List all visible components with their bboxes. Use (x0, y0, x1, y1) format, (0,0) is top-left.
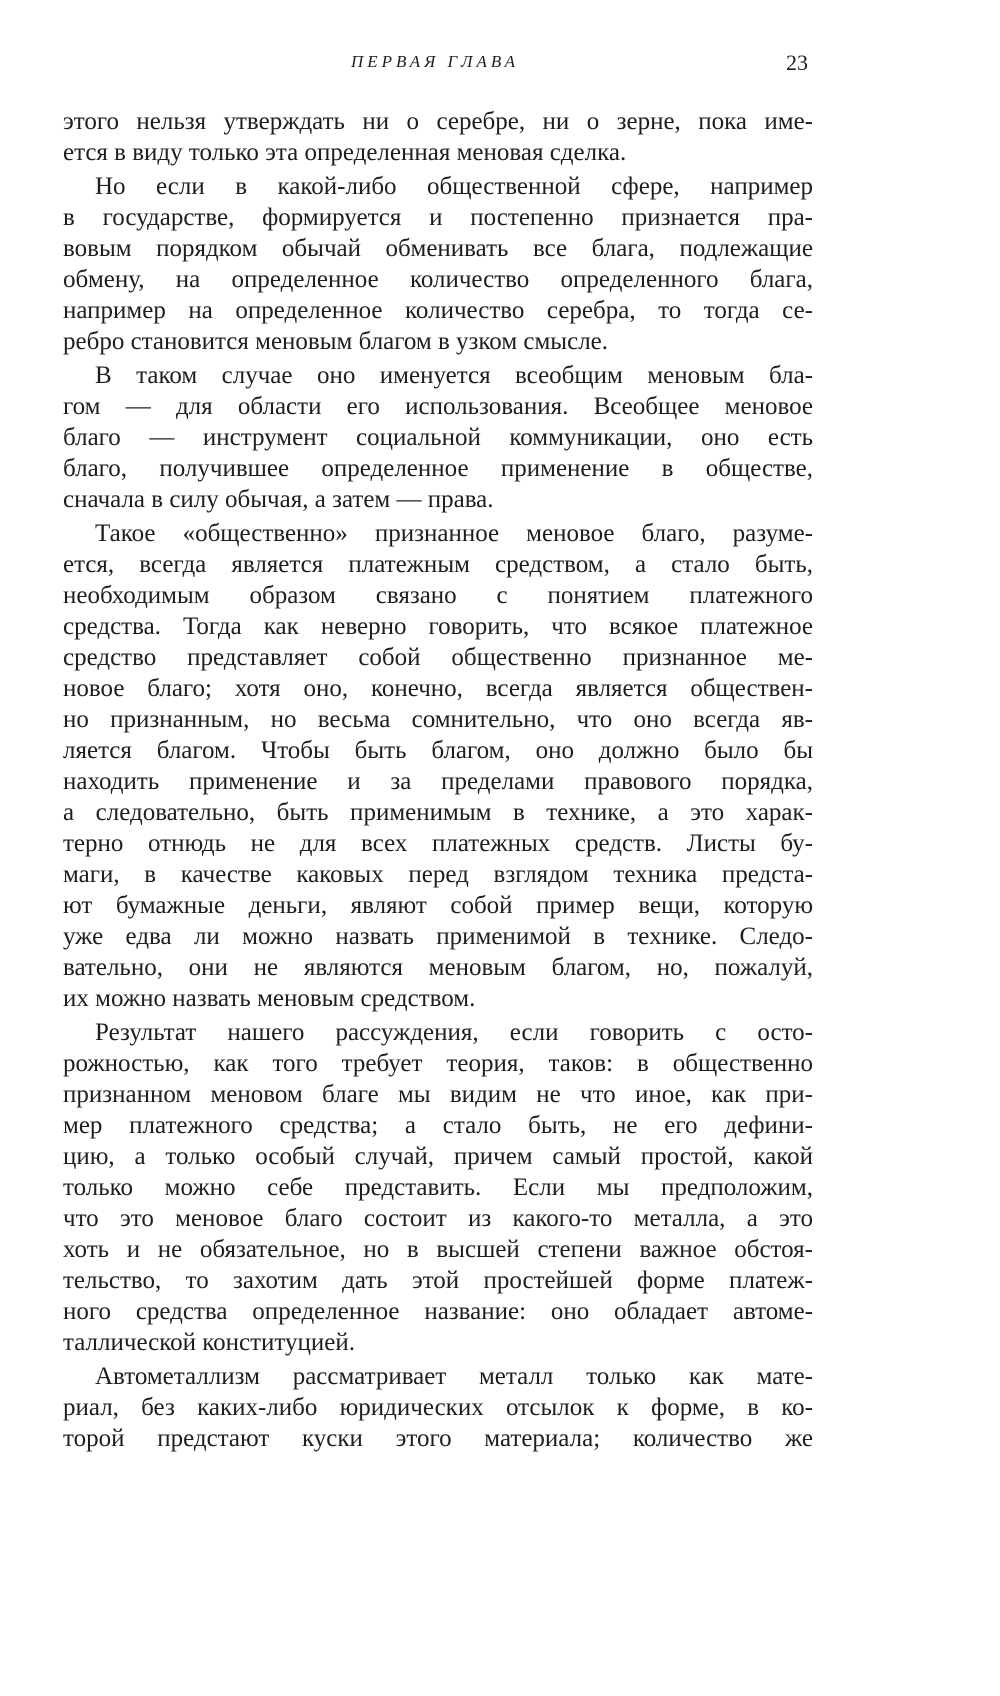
text-line: Автометаллизм рассматривает металл только как мате- (95, 1363, 813, 1390)
text-line: рожностью, как того требует теория, таков: в общественно (63, 1050, 813, 1077)
text-line: обмену, на определенное количество определенного блага, (63, 266, 813, 293)
text-line: их можно назвать меновым средством. (63, 985, 476, 1012)
text-line: таллической конституцией. (63, 1329, 356, 1356)
text-line: ного средства определенное название: оно обладает автоме- (63, 1298, 813, 1325)
text-line: ется, всегда является платежным средством, а стало быть, (63, 551, 813, 578)
text-line: риал, без каких-либо юридических отсылок к форме, в ко- (63, 1394, 813, 1421)
text-line: уже едва ли можно назвать применимой в технике. Следо- (63, 923, 813, 950)
text-line: этого нельзя утверждать ни о серебре, ни о зерне, пока име- (63, 108, 813, 135)
text-line: признанном меновом благе мы видим не что иное, как при- (63, 1081, 813, 1108)
text-line: гом — для области его использования. Всеобщее меновое (63, 393, 813, 420)
paragraph (63, 518, 813, 1014)
paragraph (63, 106, 813, 168)
text-line: цию, а только особый случай, причем самый простой, какой (63, 1143, 813, 1170)
text-line: необходимым образом связано с понятием платежного (63, 582, 813, 609)
page-number: 23 (786, 50, 808, 75)
text-line: Такое «общественно» признанное меновое благо, разуме- (95, 520, 813, 547)
paragraph (63, 171, 813, 357)
paragraph (63, 1361, 813, 1454)
text-line: вательно, они не являются меновым благом, но, пожалуй, (63, 954, 813, 981)
text-line: благо — инструмент социальной коммуникации, оно есть (63, 424, 813, 451)
text-line: ется в виду только эта определенная меновая сделка. (63, 139, 627, 166)
text-line: находить применение и за пределами правового порядка, (63, 768, 813, 795)
text-line: тельство, то захотим дать этой простейшей форме платеж- (63, 1267, 813, 1294)
text-line: новое благо; хотя оно, конечно, всегда является обществен- (63, 675, 813, 702)
text-line: Результат нашего рассуждения, если говорить с осто- (95, 1019, 813, 1046)
text-line: средства. Тогда как неверно говорить, что всякое платежное (63, 613, 813, 640)
text-line: ляется благом. Чтобы быть благом, оно должно было бы (63, 737, 813, 764)
text-line: хоть и не обязательное, но в высшей степени важное обстоя- (63, 1236, 813, 1263)
text-line: что это меновое благо состоит из какого-то металла, а это (63, 1205, 813, 1232)
text-line: мер платежного средства; а стало быть, не его дефини- (63, 1112, 813, 1139)
text-line: сначала в силу обычая, а затем — права. (63, 486, 494, 513)
text-line: торой предстают куски этого материала; количество же (63, 1425, 813, 1452)
text-line: маги, в качестве каковых перед взглядом техника предста- (63, 861, 813, 888)
text-line: а следовательно, быть применимым в технике, а это харак- (63, 799, 813, 826)
text-line: благо, получившее определенное применение в обществе, (63, 455, 813, 482)
text-line: но признанным, но весьма сомнительно, что оно всегда яв- (63, 706, 813, 733)
paragraph (63, 360, 813, 515)
text-line: ребро становится меновым благом в узком смысле. (63, 328, 609, 355)
running-head: ПЕРВАЯ ГЛАВА (350, 52, 520, 71)
body-text (63, 106, 813, 1457)
text-line: ют бумажные деньги, являют собой пример вещи, которую (63, 892, 813, 919)
text-line: например на определенное количество серебра, то тогда се- (63, 297, 813, 324)
text-line: вовым порядком обычай обменивать все блага, подлежащие (63, 235, 813, 262)
text-line: только можно себе представить. Если мы предположим, (63, 1174, 813, 1201)
text-line: Но если в какой-либо общественной сфере, например (95, 173, 813, 200)
text-line: В таком случае оно именуется всеобщим меновым бла- (95, 362, 813, 389)
paragraph (63, 1017, 813, 1358)
text-line: средство представляет собой общественно признанное ме- (63, 644, 813, 671)
text-line: в государстве, формируется и постепенно признается пра- (63, 204, 813, 231)
text-line: терно отнюдь не для всех платежных средств. Листы бу- (63, 830, 813, 857)
